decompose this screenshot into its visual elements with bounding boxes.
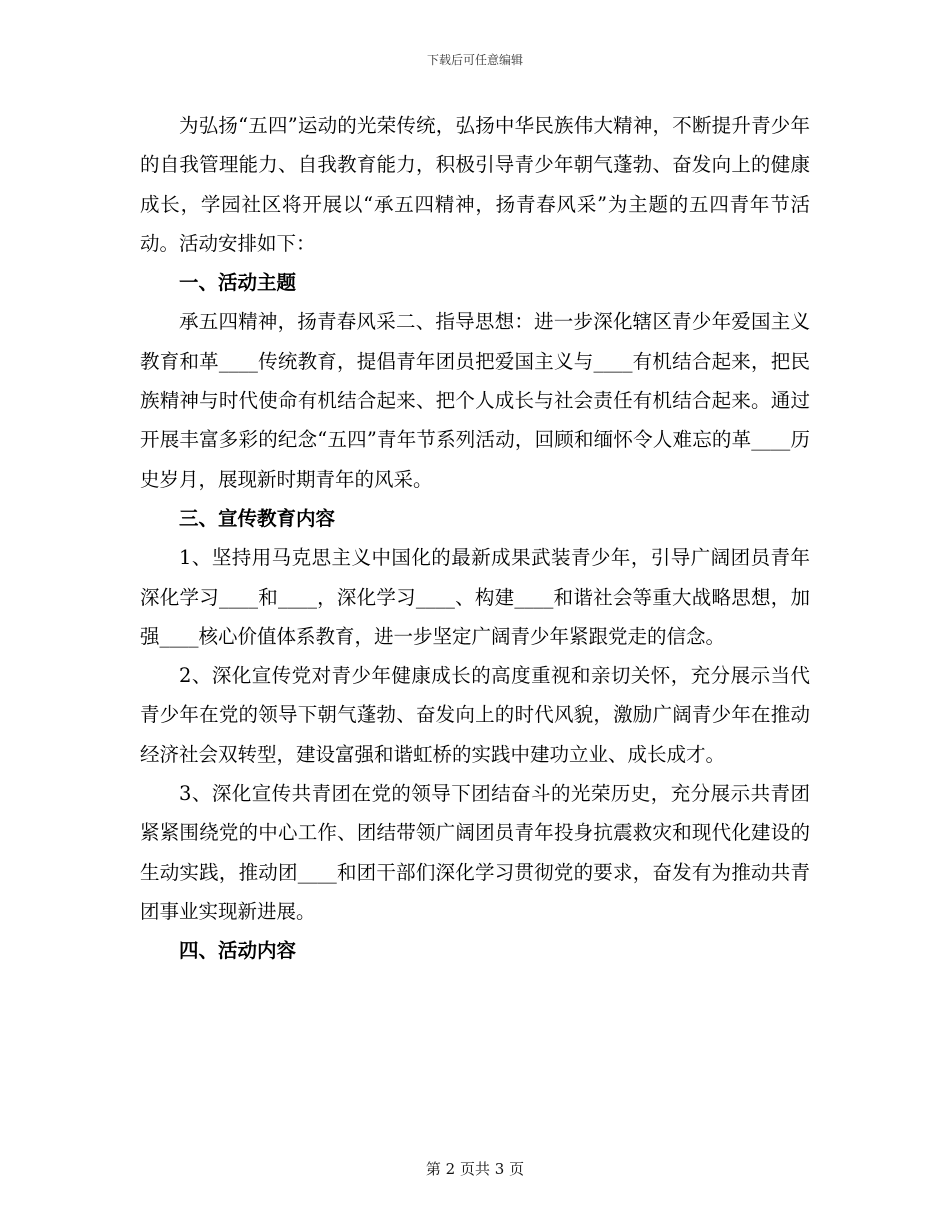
publicity-item-2: 2、深化宣传党对青少年健康成长的高度重视和亲切关怀，充分展示当代青少年在党的领导下朝气蓬勃、奋发向上的时代风貌，激励广阔青少年在推动经济社会双转型，建设富强和谐虹桥的实践中建功立业、成长成才。	[140, 664, 810, 766]
document-body	[140, 106, 810, 971]
intro-paragraph: 为弘扬“五四”运动的光荣传统，弘扬中华民族伟大精神，不断提升青少年的自我管理能力、自我教育能力，积极引导青少年朝气蓬勃、奋发向上的健康成长，学园社区将开展以“承五四精神，扬青春风采”为主题的五四青年节活动。活动安排如下：	[140, 114, 810, 255]
section-heading-publicity: 三、宣传教育内容	[179, 506, 336, 530]
theme-guidance-paragraph: 承五四精神，扬青春风采二、指导思想：进一步深化辖区青少年爱国主义教育和革____传统教育，提倡青年团员把爱国主义与____有机结合起来，把民族精神与时代使命有机结合起来、把个人成长与社会责任有机结合起来。通过开展丰富多彩的纪念“五四”青年节系列活动，回顾和缅怀令人难忘的革____历史岁月，展现新时期青年的风采。	[140, 310, 810, 491]
section-heading-activities: 四、活动内容	[179, 939, 297, 963]
publicity-item-1: 1、坚持用马克思主义中国化的最新成果武装青少年，引导广阔团员青年深化学习____和____，深化学习____、构建____和谐社会等重大战略思想，加强____核心价值体系教育，进一步坚定广阔青少年紧跟党走的信念。	[140, 546, 810, 648]
publicity-item-3: 3、深化宣传共青团在党的领导下团结奋斗的光荣历史，充分展示共青团紧紧围绕党的中心工作、团结带领广阔团员青年投身抗震救灾和现代化建设的生动实践，推动团____和团干部们深化学习贯彻党的要求，奋发有为推动共青团事业实现新进展。	[140, 782, 810, 923]
page-number: 第 2 页共 3 页	[425, 1160, 525, 1178]
page-header-note: 下载后可任意编辑	[426, 53, 523, 67]
section-heading-theme: 一、活动主题	[179, 271, 297, 295]
